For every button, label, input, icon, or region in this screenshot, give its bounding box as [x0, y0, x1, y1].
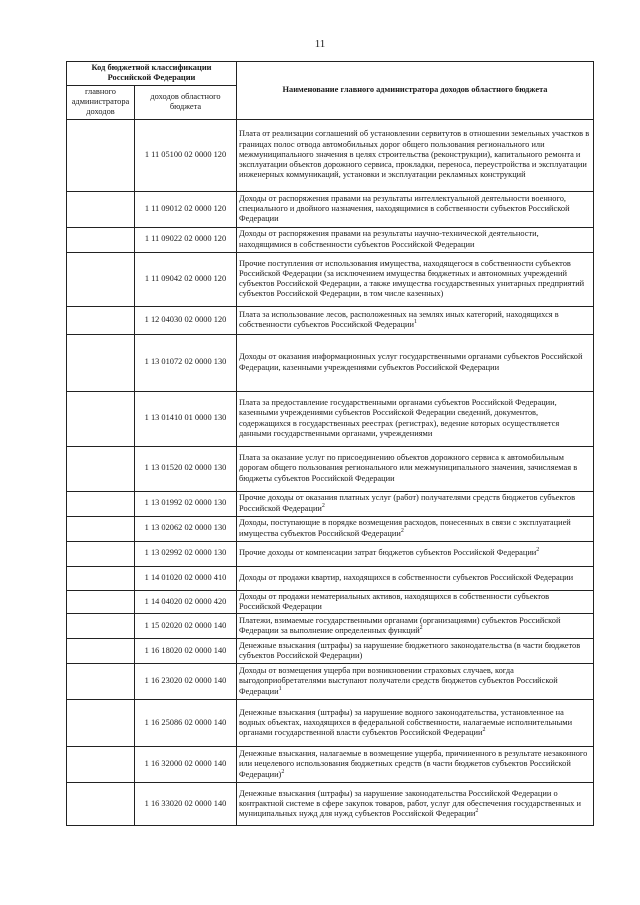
- income-name-cell: [237, 664, 594, 700]
- table-row: [67, 614, 594, 639]
- income-name-cell: [237, 700, 594, 747]
- table-row: [67, 306, 594, 334]
- table-row: [67, 700, 594, 747]
- income-name-text: Доходы, поступающие в порядке возмещения расходов, понесенных в связи с эксплуатацией имущества субъектов Российской Федерации: [239, 518, 571, 538]
- income-name-cell: [237, 391, 594, 446]
- income-name-text: Плата за оказание услуг по присоединению объектов дорожного сервиса к автомобильным дорогам общего пользования регионального или межмуниципального значения, зачисляемая в бюджеты субъектов Российской Федерации: [239, 453, 578, 483]
- income-name-cell: [237, 541, 594, 566]
- income-code-cell: 1 13 01992 02 0000 130: [135, 491, 237, 516]
- admin-code-cell: [67, 191, 135, 227]
- admin-column-header: главного администратора доходов: [67, 85, 135, 119]
- table-row: [67, 391, 594, 446]
- income-code-cell: 1 15 02020 02 0000 140: [135, 614, 237, 639]
- income-name-cell: [237, 491, 594, 516]
- budget-classification-table: [66, 61, 594, 826]
- income-name-cell: [237, 516, 594, 541]
- table-row: [67, 590, 594, 614]
- income-code-cell: 1 14 04020 02 0000 420: [135, 590, 237, 614]
- table-row: [67, 541, 594, 566]
- footnote-marker: 1: [278, 685, 282, 692]
- footnote-marker: 2: [419, 625, 423, 632]
- footnote-marker: 2: [536, 547, 540, 554]
- classification-group-header: Код бюджетной классификации Российской Федерации: [67, 62, 237, 86]
- table-row: [67, 664, 594, 700]
- admin-code-cell: [67, 541, 135, 566]
- income-name-text: Платежи, взимаемые государственными органами (организациями) субъектов Российской Федерации за выполнение определенных функций: [239, 615, 561, 635]
- income-code-cell: 1 11 05100 02 0000 120: [135, 119, 237, 191]
- admin-code-cell: [67, 516, 135, 541]
- income-code-cell: 1 11 09022 02 0000 120: [135, 227, 237, 252]
- income-name-text: Плата от реализации соглашений об установлении сервитутов в отношении земельных участков в границах полос отвода автомобильных дорог общего пользования регионального или межмуниципального значения в целях строительства (реконструкции), капитального ремонта и эксплуатации объектов дорожного сервиса, прокладки, переноса, переустройства и эксплуатации инженерных коммуникаций, установки и эксплуатации рекламных конструкций: [239, 129, 590, 180]
- footnote-marker: 2: [321, 502, 325, 509]
- admin-code-cell: [67, 391, 135, 446]
- income-name-cell: [237, 306, 594, 334]
- income-name-text: Денежные взыскания (штрафы) за нарушение бюджетного законодательства (в части бюджетов субъектов Российской Федерации): [239, 640, 581, 660]
- income-code-cell: 1 13 02062 02 0000 130: [135, 516, 237, 541]
- income-name-text: Прочие доходы от оказания платных услуг (работ) получателями средств бюджетов субъектов Российской Федерации: [239, 493, 576, 513]
- income-name-text: Доходы от распоряжения правами на результаты интеллектуальной деятельности военного, специального и двойного назначения, находящимися в собственности субъектов Российской Федерации: [239, 193, 570, 224]
- table-row: [67, 252, 594, 306]
- income-name-text: Плата за использование лесов, расположенных на землях иных категорий, находящихся в собственности субъектов Российской Федерации: [239, 309, 559, 329]
- table-row: [67, 446, 594, 491]
- admin-code-cell: [67, 639, 135, 664]
- income-name-text: Плата за предоставление государственными органами субъектов Российской Федерации, казенными учреждениями субъектов Российской Федерации сведений, документов, содержащихся в государственных реестрах (регистрах), ведение которых осуществляется данными государственными органами, учреждениями: [239, 398, 560, 438]
- income-code-cell: 1 12 04030 02 0000 120: [135, 306, 237, 334]
- admin-code-cell: [67, 334, 135, 391]
- income-name-text: Доходы от продажи квартир, находящихся в собственности субъектов Российской Федерации: [239, 572, 574, 582]
- admin-code-cell: [67, 252, 135, 306]
- income-code-cell: 1 13 01520 02 0000 130: [135, 446, 237, 491]
- income-code-cell: 1 13 02992 02 0000 130: [135, 541, 237, 566]
- income-name-text: Прочие доходы от компенсации затрат бюджетов субъектов Российской Федерации: [239, 548, 537, 558]
- income-name-cell: [237, 252, 594, 306]
- footnote-marker: 2: [475, 808, 479, 815]
- footnote-marker: 2: [281, 768, 285, 775]
- income-code-cell: 1 16 32000 02 0000 140: [135, 747, 237, 783]
- admin-code-cell: [67, 306, 135, 334]
- income-name-text: Денежные взыскания (штрафы) за нарушение законодательства Российской Федерации о контрактной системе в сфере закупок товаров, работ, услуг для обеспечения государственных и муниципальных нужд для нужд субъектов Российской Федерации: [239, 788, 581, 819]
- income-name-text: Денежные взыскания, налагаемые в возмещение ущерба, причиненного в результате незаконного или нецелевого использования бюджетных средств (в части бюджетов субъектов Российской Федерации): [239, 749, 588, 779]
- income-name-cell: [237, 191, 594, 227]
- admin-code-cell: [67, 700, 135, 747]
- income-name-cell: [237, 446, 594, 491]
- income-code-cell: 1 16 33020 02 0000 140: [135, 783, 237, 826]
- income-name-text: Денежные взыскания (штрафы) за нарушение водного законодательства, установленное на водных объектах, находящихся в федеральной собственности, налагаемые исполнительными органами государственной власти субъектов Российской Федерации: [239, 707, 573, 738]
- income-code-cell: 1 11 09042 02 0000 120: [135, 252, 237, 306]
- income-code-cell: 1 13 01410 01 0000 130: [135, 391, 237, 446]
- income-name-cell: [237, 227, 594, 252]
- admin-code-cell: [67, 783, 135, 826]
- table-row: [67, 783, 594, 826]
- table-body: [67, 119, 594, 826]
- footnote-marker: 2: [400, 527, 404, 534]
- income-name-cell: [237, 639, 594, 664]
- income-name-text: Доходы от возмещения ущерба при возникновении страховых случаев, когда выгодоприобретателями выступают получатели средств бюджетов субъектов Российской Федерации: [239, 666, 558, 696]
- admin-code-cell: [67, 119, 135, 191]
- table-row: [67, 227, 594, 252]
- admin-code-cell: [67, 664, 135, 700]
- admin-code-cell: [67, 590, 135, 614]
- table-row: [67, 334, 594, 391]
- name-column-header: Наименование главного администратора доходов областного бюджета: [237, 62, 594, 120]
- table-row: [67, 119, 594, 191]
- income-code-cell: 1 16 23020 02 0000 140: [135, 664, 237, 700]
- income-name-cell: [237, 334, 594, 391]
- income-name-text: Доходы от продажи нематериальных активов, находящихся в собственности субъектов Российской Федерации: [239, 591, 550, 611]
- income-name-text: Прочие поступления от использования имущества, находящегося в собственности субъектов Российской Федерации (за исключением имущества бюджетных и автономных учреждений субъектов Российской Федерации, а также имущества государственных унитарных предприятий субъектов Российской Федерации, в том числе казенных): [239, 258, 585, 299]
- income-name-cell: [237, 614, 594, 639]
- income-code-cell: 1 14 01020 02 0000 410: [135, 566, 237, 590]
- page-number: 11: [314, 38, 326, 50]
- income-name-cell: [237, 783, 594, 826]
- table-row: [67, 566, 594, 590]
- admin-code-cell: [67, 491, 135, 516]
- table-row: [67, 639, 594, 664]
- income-code-cell: 1 16 25086 02 0000 140: [135, 700, 237, 747]
- footnote-marker: 1: [413, 319, 417, 326]
- table-header: [67, 62, 594, 120]
- table-row: [67, 516, 594, 541]
- table-row: [67, 191, 594, 227]
- income-name-cell: [237, 119, 594, 191]
- admin-code-cell: [67, 566, 135, 590]
- income-code-cell: 1 11 09012 02 0000 120: [135, 191, 237, 227]
- table-row: [67, 491, 594, 516]
- income-name-cell: [237, 566, 594, 590]
- table-row: [67, 747, 594, 783]
- income-code-cell: 1 16 18020 02 0000 140: [135, 639, 237, 664]
- footnote-marker: 2: [482, 727, 486, 734]
- income-code-cell: 1 13 01072 02 0000 130: [135, 334, 237, 391]
- income-name-text: Доходы от распоряжения правами на результаты научно-технической деятельности, находящимися в собственности субъектов Российской Федерации: [239, 229, 539, 249]
- admin-code-cell: [67, 227, 135, 252]
- admin-code-cell: [67, 446, 135, 491]
- income-name-cell: [237, 590, 594, 614]
- income-column-header: доходов областного бюджета: [135, 85, 237, 119]
- income-name-text: Доходы от оказания информационных услуг государственными органами субъектов Российской Федерации, казенными учреждениями субъектов Российской Федерации: [239, 352, 583, 372]
- admin-code-cell: [67, 614, 135, 639]
- income-name-cell: [237, 747, 594, 783]
- admin-code-cell: [67, 747, 135, 783]
